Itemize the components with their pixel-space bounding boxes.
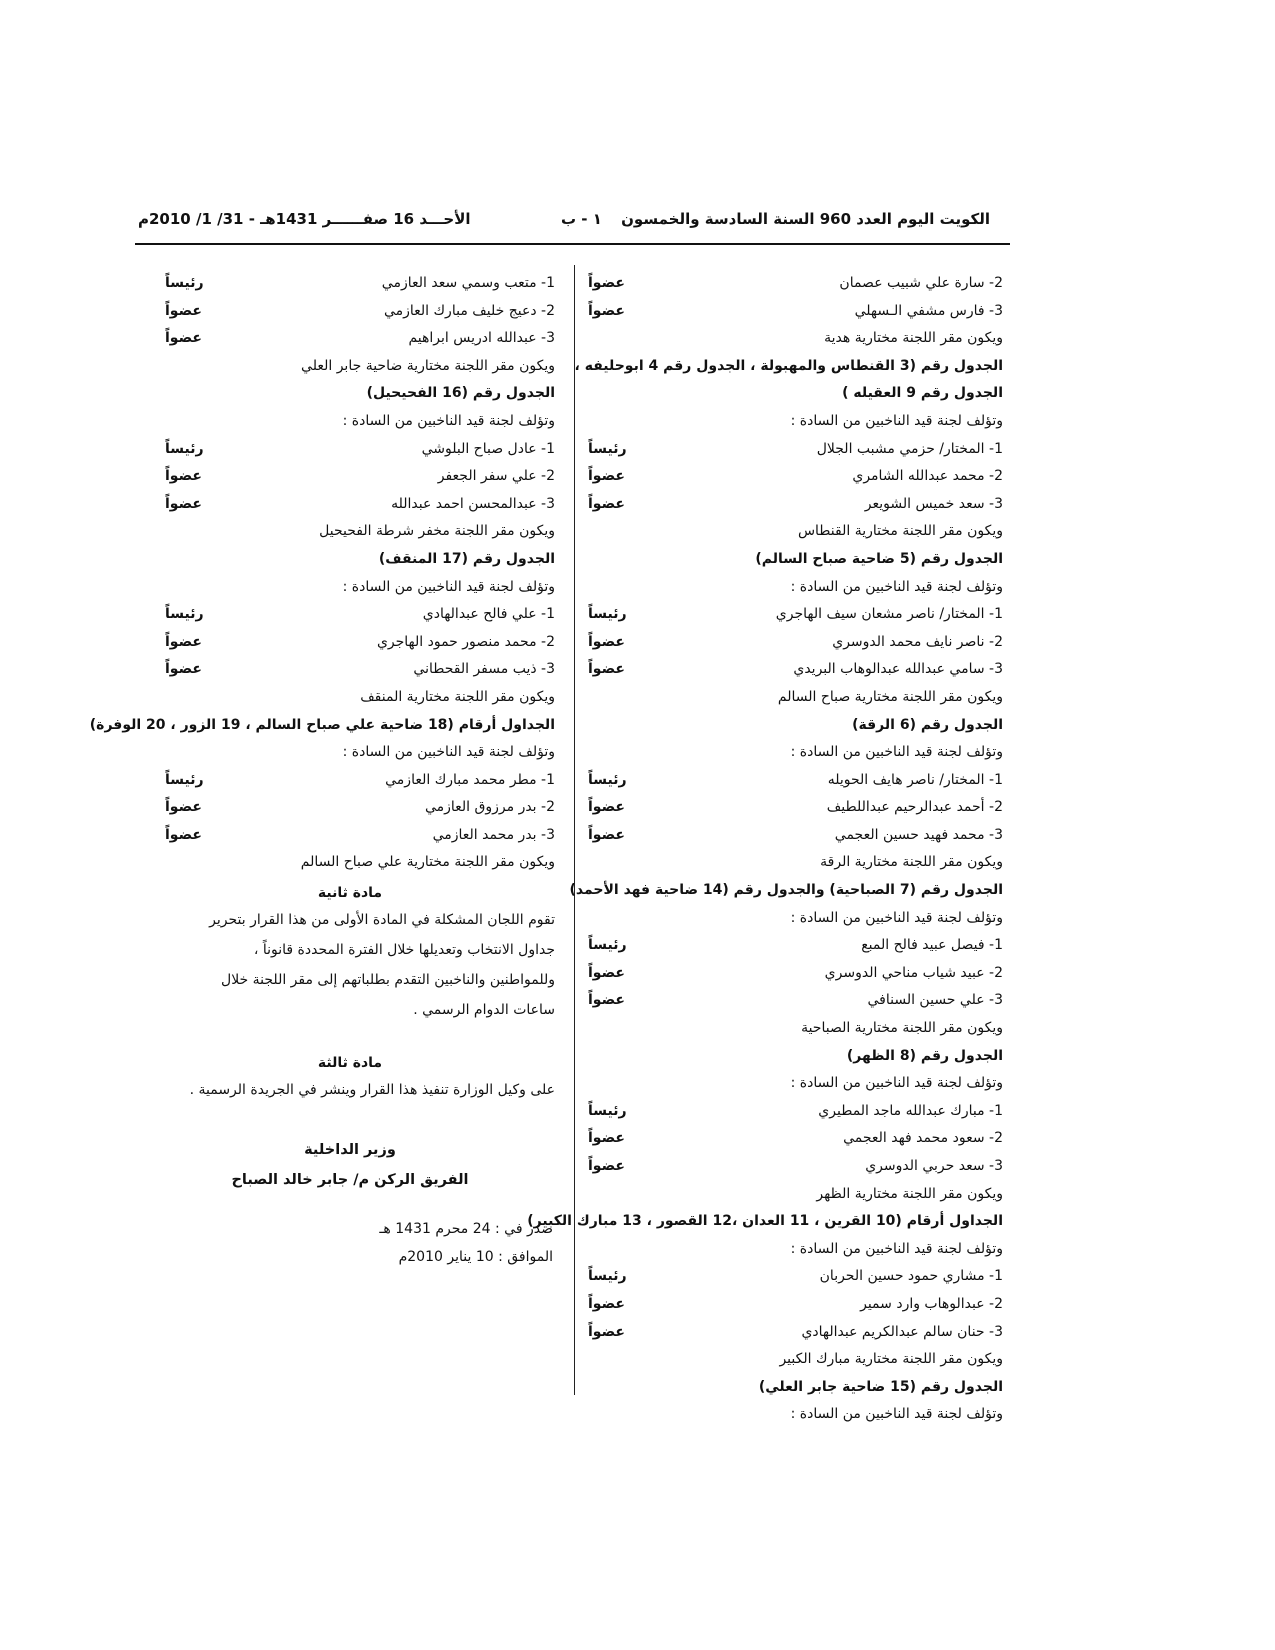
body-text-line: ويكون مقر اللجنة مختارية صباح السالم — [777, 688, 1003, 705]
committee-member-row — [125, 436, 555, 464]
member-role: عضواً — [588, 661, 625, 678]
member-name: 3- ذيب مسفر القحطاني — [413, 661, 555, 678]
member-name: 3- سامي عبدالله عبدالوهاب البريدي — [793, 661, 1003, 678]
schedule-heading: الجداول أرقام (18 ضاحية علي صباح السالم ، 19 الزور ، 20 الوفرة) — [89, 716, 555, 733]
member-role: عضواً — [588, 799, 625, 816]
body-text-line: ويكون مقر اللجنة مختارية المنقف — [360, 688, 555, 705]
body-text-line: وتؤلف لجنة قيد الناخبين من السادة : — [790, 909, 1003, 926]
committee-member-row — [125, 463, 555, 491]
article-2-body — [145, 905, 555, 1025]
schedule-heading: الجدول رقم (17 المنقف) — [378, 550, 555, 567]
member-role: عضواً — [165, 661, 202, 678]
signature-block — [145, 1135, 555, 1195]
member-name: 2- عبيد شياب مناحي الدوسري — [824, 964, 1003, 981]
body-text-line: ويكون مقر اللجنة مختارية القنطاس — [797, 523, 1003, 540]
member-role: رئيساً — [165, 606, 204, 623]
body-text-line: وتؤلف لجنة قيد الناخبين من السادة : — [342, 412, 555, 429]
member-name: 2- علي سفر الجعفر — [437, 468, 555, 485]
header-date: الأحـــد 16 صفــــــر 1431هـ - 31/ 1/ 2010م — [138, 210, 471, 228]
committee-member-row — [563, 629, 1003, 657]
body-text-line: ويكون مقر اللجنة مختارية الظهر — [816, 1185, 1003, 1202]
member-role: عضواً — [588, 1130, 625, 1147]
member-role: عضواً — [588, 302, 625, 319]
body-text-line: وتؤلف لجنة قيد الناخبين من السادة : — [790, 578, 1003, 595]
member-name: 1- مشاري حمود حسين الحربان — [819, 1268, 1003, 1285]
committee-member-row — [563, 1319, 1003, 1347]
issue-date-block — [293, 1215, 553, 1271]
committee-member-row — [125, 270, 555, 298]
member-role: رئيساً — [165, 771, 204, 788]
member-role: عضواً — [588, 468, 625, 485]
member-role: رئيساً — [588, 440, 627, 457]
article-2-line: جداول الانتخاب وتعديلها خلال الفترة المحددة قانوناً ، — [253, 942, 555, 958]
member-name: 3- محمد فهيد حسين العجمي — [834, 826, 1003, 843]
committee-member-row — [563, 463, 1003, 491]
right-column — [527, 270, 1003, 1429]
committee-member-row — [563, 932, 1003, 960]
member-role: عضواً — [588, 633, 625, 650]
article-2-title: مادة ثانية — [317, 885, 383, 901]
committee-member-row — [563, 960, 1003, 988]
member-name: 2- سارة علي شبيب عصمان — [839, 275, 1003, 291]
member-name: 1- المختار/ ناصر مشعان سيف الهاجري — [775, 606, 1003, 623]
article-3 — [145, 1055, 555, 1105]
committee-member-row — [563, 1125, 1003, 1153]
article-2-line: ساعات الدوام الرسمي . — [413, 1002, 555, 1018]
member-name: 3- علي حسين السنافي — [867, 992, 1003, 1009]
member-name: 3- بدر محمد العازمي — [432, 826, 555, 843]
schedule-heading: الجدول رقم (6 الرقة) — [852, 716, 1003, 733]
member-name: 1- مبارك عبدالله ماجد المطيري — [818, 1102, 1003, 1119]
body-text-line: وتؤلف لجنة قيد الناخبين من السادة : — [790, 1406, 1003, 1423]
member-role: عضواً — [165, 495, 202, 512]
member-name: 3- عبدالله ادريس ابراهيم — [408, 330, 555, 347]
body-text-line: وتؤلف لجنة قيد الناخبين من السادة : — [790, 744, 1003, 761]
committee-member-row — [563, 298, 1003, 326]
member-name: 2- سعود محمد فهد العجمي — [843, 1130, 1003, 1147]
committee-member-row — [563, 436, 1003, 464]
header-gazette-title: الكويت اليوم العدد 960 السنة السادسة والخمسون — [621, 210, 990, 228]
committee-member-row — [563, 1263, 1003, 1291]
schedule-heading: الجدول رقم (7 الصباحية) والجدول رقم (14 ضاحية فهد الأحمد) — [569, 882, 1003, 899]
body-text-line: وتؤلف لجنة قيد الناخبين من السادة : — [342, 578, 555, 595]
header-gazette-info — [561, 210, 990, 228]
member-name: 1- المختار/ حزمي مشبب الجلال — [816, 440, 1003, 457]
member-role: رئيساً — [165, 440, 204, 457]
issue-date-gregorian: الموافق : 10 يناير 2010م — [398, 1249, 553, 1265]
committee-member-row — [563, 794, 1003, 822]
member-role: رئيساً — [588, 1102, 627, 1119]
body-text-line: وتؤلف لجنة قيد الناخبين من السادة : — [790, 1240, 1003, 1257]
committee-member-row — [125, 601, 555, 629]
member-role: عضواً — [588, 1295, 625, 1312]
committee-member-row — [125, 822, 555, 850]
member-name: 3- عبدالمحسن احمد عبدالله — [391, 495, 555, 512]
body-text-line: ويكون مقر اللجنة مختارية علي صباح السالم — [300, 854, 555, 871]
committee-member-row — [563, 601, 1003, 629]
committee-member-row — [125, 298, 555, 326]
minister-name: الفريق الركن م/ جابر خالد الصباح — [231, 1172, 469, 1188]
committee-member-row — [563, 1291, 1003, 1319]
committee-member-row — [563, 822, 1003, 850]
member-name: 3- سعد خميس الشويعر — [864, 495, 1003, 512]
member-role: عضواً — [588, 1323, 625, 1340]
member-name: 1- عادل صباح البلوشي — [421, 440, 555, 457]
member-name: 1- مطر محمد مبارك العازمي — [385, 771, 555, 788]
member-name: 2- دعيج خليف مبارك العازمي — [383, 302, 555, 319]
article-2 — [145, 885, 555, 1025]
member-role: عضواً — [165, 799, 202, 816]
schedule-heading: الجدول رقم (16 الفحيحيل) — [366, 385, 555, 402]
committee-member-row — [125, 629, 555, 657]
schedule-heading: الجدول رقم (8 الظهر) — [846, 1047, 1003, 1064]
committee-member-row — [125, 794, 555, 822]
member-name: 1- متعب وسمي سعد العازمي — [381, 275, 555, 291]
member-name: 3- فارس مشفي الـسهلي — [854, 302, 1003, 319]
body-text-line: وتؤلف لجنة قيد الناخبين من السادة : — [342, 744, 555, 761]
member-name: 2- ناصر نايف محمد الدوسري — [832, 633, 1003, 650]
minister-title: وزير الداخلية — [304, 1142, 396, 1158]
schedule-heading: الجدول رقم (3 القنطاس والمهبولة ، الجدول رقم 4 ابوحليفه ، — [574, 357, 1003, 374]
article-2-line: وللمواطنين والناخبين التقدم بطلباتهم إلى مقر اللجنة خلال — [221, 972, 555, 988]
committee-member-row — [563, 1153, 1003, 1181]
issue-date-hijri: صدر في : 24 محرم 1431 هـ — [379, 1221, 553, 1237]
member-role: عضواً — [588, 275, 625, 291]
member-role: عضواً — [588, 1158, 625, 1174]
member-role: رئيساً — [588, 937, 627, 954]
left-column — [89, 270, 555, 877]
committee-member-row — [563, 491, 1003, 519]
member-role: رئيساً — [165, 275, 204, 291]
body-text-line: ويكون مقر اللجنة مختارية ضاحية جابر العلي — [301, 357, 555, 374]
body-text-line: ويكون مقر اللجنة مختارية الرقة — [820, 854, 1003, 871]
schedule-heading: الجدول رقم 9 العقيله ) — [842, 385, 1003, 402]
article-2-line: تقوم اللجان المشكلة في المادة الأولى من هذا القرار بتحرير — [209, 912, 555, 928]
header-divider — [135, 243, 1010, 245]
committee-member-row — [563, 656, 1003, 684]
member-role: عضواً — [165, 302, 202, 319]
member-name: 2- بدر مرزوق العازمي — [424, 799, 555, 816]
schedule-heading: الجدول رقم (5 ضاحية صباح السالم) — [755, 550, 1003, 567]
member-role: رئيساً — [588, 606, 627, 623]
body-text-line: ويكون مقر اللجنة مختارية الصباحية — [801, 1020, 1003, 1037]
committee-member-row — [563, 270, 1003, 298]
member-name: 1- المختار/ ناصر هايف الحويله — [827, 771, 1003, 788]
committee-member-row — [125, 325, 555, 353]
member-name: 1- فيصل عبيد فالح المبع — [861, 937, 1003, 954]
schedule-heading: الجداول أرقام (10 القرين ، 11 العدان ،12 القصور ، 13 مبارك الكبير) — [527, 1213, 1003, 1230]
member-name: 2- عبدالوهاب وارد سمير — [860, 1295, 1003, 1312]
article-3-title: مادة ثالثة — [317, 1055, 383, 1071]
body-text-line: وتؤلف لجنة قيد الناخبين من السادة : — [790, 1075, 1003, 1092]
committee-member-row — [563, 1098, 1003, 1126]
schedule-heading: الجدول رقم (15 ضاحية جابر العلي) — [758, 1378, 1003, 1395]
member-role: عضواً — [165, 826, 202, 843]
member-role: رئيساً — [588, 1268, 627, 1285]
member-name: 2- أحمد عبدالرحيم عبداللطيف — [826, 799, 1003, 816]
member-name: 3- سعد حربي الدوسري — [865, 1158, 1003, 1174]
body-text-line: وتؤلف لجنة قيد الناخبين من السادة : — [790, 412, 1003, 429]
article-3-body: على وكيل الوزارة تنفيذ هذا القرار وينشر في الجريدة الرسمية . — [189, 1082, 555, 1098]
body-text-line: ويكون مقر اللجنة مخفر شرطة الفحيحيل — [319, 523, 555, 540]
member-role: عضواً — [588, 495, 625, 512]
member-role: عضواً — [165, 330, 202, 347]
member-name: 2- محمد عبدالله الشامري — [852, 468, 1003, 485]
header-page-number: ١ - ب — [560, 210, 602, 228]
member-name: 3- حنان سالم عبدالكريم عبدالهادي — [801, 1323, 1003, 1340]
member-role: عضواً — [588, 964, 625, 981]
member-role: رئيساً — [588, 771, 627, 788]
member-role: عضواً — [588, 992, 625, 1009]
committee-member-row — [125, 767, 555, 795]
member-name: 1- علي فالح عبدالهادي — [422, 606, 555, 623]
member-role: عضواً — [588, 826, 625, 843]
committee-member-row — [563, 987, 1003, 1015]
member-role: عضواً — [165, 468, 202, 485]
member-role: عضواً — [165, 633, 202, 650]
committee-member-row — [125, 656, 555, 684]
body-text-line: ويكون مقر اللجنة مختارية هدية — [824, 330, 1003, 347]
member-name: 2- محمد منصور حمود الهاجري — [376, 633, 555, 650]
committee-member-row — [125, 491, 555, 519]
body-text-line: ويكون مقر اللجنة مختارية مبارك الكبير — [779, 1351, 1003, 1368]
committee-member-row — [563, 767, 1003, 795]
